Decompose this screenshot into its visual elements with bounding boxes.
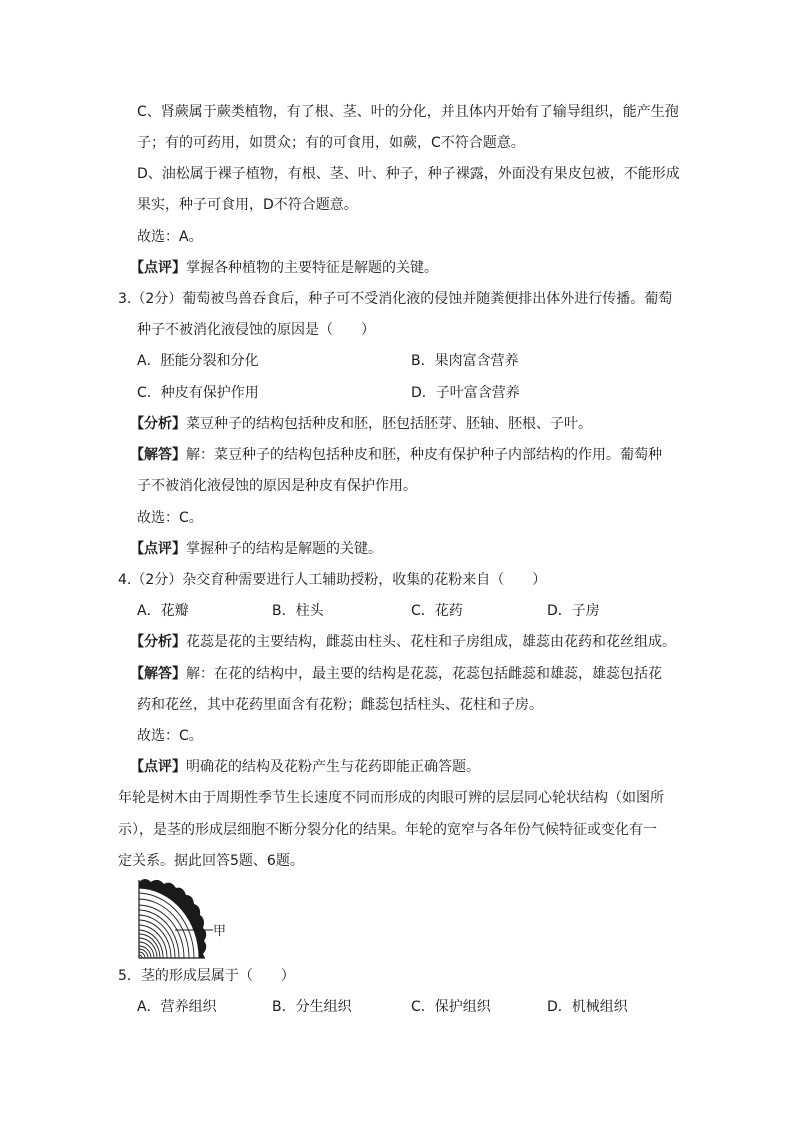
text-line: 子；有的可药用，如贯众；有的可食用，如蕨，C不符合题意。	[137, 135, 525, 151]
comment-text: 掌握各种植物的主要特征是解题的关键。	[186, 260, 438, 276]
text-line: 故选：A。	[137, 229, 203, 245]
comment-line	[130, 539, 382, 559]
q4-option-a: A．花瓣	[137, 603, 189, 619]
passage-line: 示），是茎的形成层细胞不断分裂分化的结果。年轮的宽窄与各年份气候特征或变化有一	[118, 822, 657, 838]
text-line: 子不被消化液侵蚀的原因是种皮有保护作用。	[137, 478, 417, 494]
text-line: D、油松属于裸子植物，有根、茎、叶、种子，种子裸露，外面没有果皮包被，不能形成	[137, 166, 680, 182]
answer-text: 解：菜豆种子的结构包括种皮和胚，种皮有保护种子内部结构的作用。葡萄种	[186, 447, 662, 463]
question-3-stem: 3.（2分）葡萄被鸟兽吞食后，种子可不受消化液的侵蚀并随粪便排出体外进行传播。葡萄	[118, 291, 673, 307]
comment-text: 明确花的结构及花粉产生与花药即能正确答题。	[186, 759, 480, 775]
analysis-text: 菜豆种子的结构包括种皮和胚，胚包括胚芽、胚轴、胚根、子叶。	[186, 416, 592, 432]
answer-text: 解：在花的结构中，最主要的结构是花蕊，花蕊包括雌蕊和雄蕊，雄蕊包括花	[186, 666, 662, 682]
q5-option-d: D．机械组织	[547, 999, 628, 1015]
answer-tag: 【解答】	[130, 447, 186, 463]
q3-option-a: A．胚能分裂和分化	[137, 353, 259, 369]
text-line: 果实，种子可食用，D不符合题意。	[137, 197, 358, 213]
q3-option-b: B．果肉富含营养	[411, 353, 519, 369]
passage-line: 定关系。据此回答5题、6题。	[118, 853, 304, 869]
comment-tag: 【点评】	[130, 541, 186, 557]
question-5-stem: 5．茎的形成层属于（ ）	[118, 968, 295, 984]
analysis-tag: 【分析】	[130, 634, 186, 650]
q5-option-a: A．营养组织	[137, 999, 217, 1015]
comment-line	[130, 757, 480, 777]
comment-tag: 【点评】	[130, 759, 186, 775]
q3-option-d: D．子叶富含营养	[411, 385, 520, 401]
text-line: 故选：C。	[137, 510, 203, 526]
question-4-stem: 4.（2分）杂交育种需要进行人工辅助授粉，收集的花粉来自（ ）	[118, 572, 547, 588]
text-line: 故选：C。	[137, 728, 203, 744]
question-3-stem-cont: 种子不被消化液侵蚀的原因是（ ）	[137, 322, 375, 338]
tree-ring-figure	[133, 876, 233, 962]
q4-option-b: B．柱头	[272, 603, 324, 619]
q3-option-c: C．种皮有保护作用	[137, 385, 259, 401]
figure-label: 甲	[213, 924, 227, 939]
answer-line	[130, 664, 662, 684]
analysis-line	[130, 414, 592, 434]
text-line: 药和花丝，其中花药里面含有花粉；雌蕊包括柱头、花柱和子房。	[137, 697, 543, 713]
text-line: C、肾蕨属于蕨类植物，有了根、茎、叶的分化，并且体内开始有了输导组织，能产生孢	[137, 104, 679, 120]
q5-option-c: C．保护组织	[411, 999, 491, 1015]
passage-line: 年轮是树木由于周期性季节生长速度不同而形成的肉眼可辨的层层同心轮状结构（如图所	[118, 790, 664, 806]
answer-tag: 【解答】	[130, 666, 186, 682]
q4-option-c: C．花药	[411, 603, 463, 619]
comment-line	[130, 258, 438, 278]
q5-option-b: B．分生组织	[272, 999, 352, 1015]
comment-tag: 【点评】	[130, 260, 186, 276]
analysis-tag: 【分析】	[130, 416, 186, 432]
analysis-line	[130, 632, 676, 652]
q4-option-d: D．子房	[547, 603, 600, 619]
answer-line	[130, 445, 662, 465]
analysis-text: 花蕊是花的主要结构，雌蕊由柱头、花柱和子房组成，雄蕊由花药和花丝组成。	[186, 634, 676, 650]
comment-text: 掌握种子的结构是解题的关键。	[186, 541, 382, 557]
